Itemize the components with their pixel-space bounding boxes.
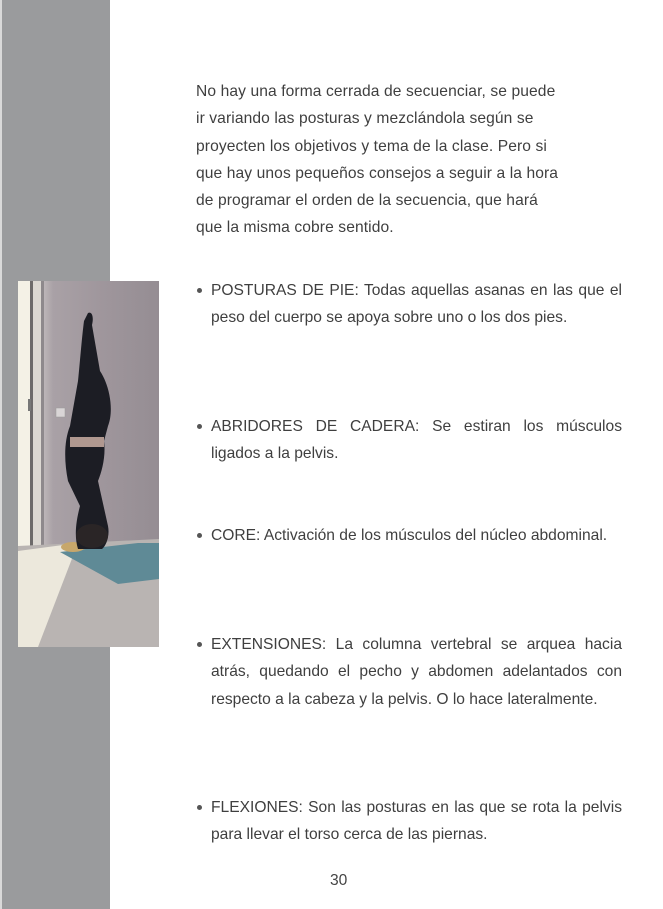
list-item-posturas-de-pie [196,277,622,332]
bullet-icon [197,288,202,293]
intro-paragraph [196,78,611,242]
headstand-photo [18,281,159,647]
item-term: ABRIDORES DE CADERA: [211,418,420,435]
intro-line: de programar el orden de la secuencia, que hará [196,192,538,210]
intro-line: que hay unos pequeños consejos a seguir a la hora [196,164,559,182]
list-item-core [196,522,622,549]
item-term: FLEXIONES: [211,799,303,816]
list-item-abridores-de-cadera [196,413,622,468]
bullet-icon [197,533,202,538]
item-term: EXTENSIONES: [211,636,327,653]
item-term: POSTURAS DE PIE: [211,282,359,299]
item-text: La columna vertebral se arquea hacia atrás, quedando el pecho y abdomen adelantados con respecto a la cabeza y la pelvis. O lo hace lateralmente. [211,636,622,708]
list-item-flexiones [196,794,622,849]
item-text: Todas aquellas asanas en las que el peso del cuerpo se apoya sobre uno o los dos pies. [211,282,622,327]
list-item-extensiones [196,631,622,713]
bullet-icon [197,642,202,647]
item-text: Son las posturas en las que se rota la pelvis para llevar el torso cerca de las piernas. [211,799,622,844]
intro-line: ir variando las posturas y mezclándola según se [196,110,534,128]
item-text: Se estiran los músculos ligados a la pelvis. [211,418,622,463]
photo-illustration [18,281,159,647]
bullet-icon [197,805,202,810]
page-number: 30 [330,872,348,889]
intro-line: No hay una forma cerrada de secuenciar, se puede [196,83,556,100]
intro-line: que la misma cobre sentido. [196,219,394,237]
item-term: CORE: [211,527,261,544]
bullet-icon [197,424,202,429]
item-text: Activación de los músculos del núcleo abdominal. [260,527,608,544]
intro-line: proyecten los objetivos y tema de la clase. Pero si [196,137,547,155]
